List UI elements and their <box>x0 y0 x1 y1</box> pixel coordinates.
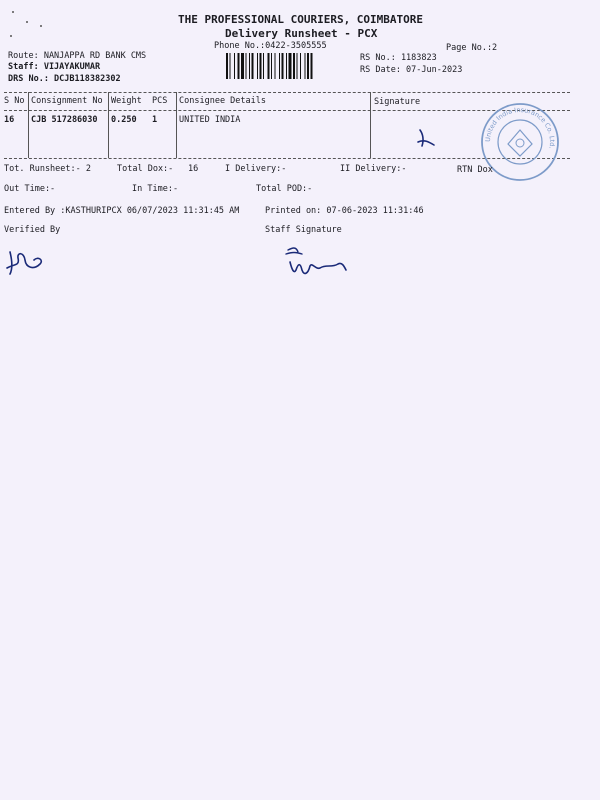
return-dox: RTN Dox <box>457 165 493 175</box>
staff-handwritten-signature <box>282 240 350 282</box>
staff-signature-label: Staff Signature <box>265 225 342 235</box>
col-header-consignment: Consignment No <box>31 96 103 106</box>
rs-date: RS Date: 07-Jun-2023 <box>360 65 463 75</box>
col-header-pcs: PCS <box>152 96 168 106</box>
total-runsheet: Tot. Runsheet:- 2 <box>4 164 91 174</box>
scan-dot <box>26 21 28 23</box>
verifier-signature <box>4 244 48 278</box>
col-header-weight: Weight <box>111 96 142 106</box>
barcode <box>226 53 356 79</box>
out-time: Out Time:- <box>4 184 56 194</box>
scan-dot <box>12 11 14 13</box>
table-row-sno: 16 <box>4 115 15 125</box>
table-row-weight: 0.250 <box>111 115 137 125</box>
table-row-pcs: 1 <box>152 115 158 125</box>
col-header-signature: Signature <box>374 97 421 107</box>
verified-by-label: Verified By <box>4 225 61 235</box>
table-row-consignment: CJB 517286030 <box>31 115 98 125</box>
printed-on: Printed on: 07-06-2023 11:31:46 <box>265 206 424 216</box>
col-header-consignee: Consignee Details <box>179 96 266 106</box>
second-delivery: II Delivery:- <box>340 164 407 174</box>
phone-number: Phone No.:0422-3505555 <box>214 41 327 51</box>
col-divider <box>176 92 177 158</box>
total-pod: Total POD:- <box>256 184 313 194</box>
col-header-sno: S No <box>4 96 25 106</box>
total-dox-label: Total Dox:- <box>117 164 174 174</box>
col-divider <box>108 92 109 158</box>
table-top-rule <box>4 92 570 93</box>
document-title: Delivery Runsheet - PCX <box>225 27 378 40</box>
first-delivery: I Delivery:- <box>225 164 287 174</box>
staff-name: Staff: VIJAYAKUMAR <box>8 62 101 72</box>
drs-number: DRS No.: DCJB118382302 <box>8 74 121 84</box>
route: Route: NANJAPPA RD BANK CMS <box>8 51 147 61</box>
entered-by: Entered By :KASTHURIPCX 06/07/2023 11:31:45 AM <box>4 206 240 216</box>
scan-dot <box>10 35 12 37</box>
total-dox-value: 16 <box>188 164 199 174</box>
scan-dot <box>40 25 42 27</box>
receiver-signature <box>414 126 438 150</box>
rs-number: RS No.: 1183823 <box>360 53 437 63</box>
in-time: In Time:- <box>132 184 179 194</box>
svg-text:United India Insurance Co. Ltd: United India Insurance Co. Ltd. <box>483 105 557 150</box>
company-name: THE PROFESSIONAL COURIERS, COIMBATORE <box>178 13 424 26</box>
col-divider <box>28 92 29 158</box>
col-divider <box>370 92 371 158</box>
table-row-consignee: UNITED INDIA <box>179 115 241 125</box>
page-number: Page No.:2 <box>446 43 498 53</box>
